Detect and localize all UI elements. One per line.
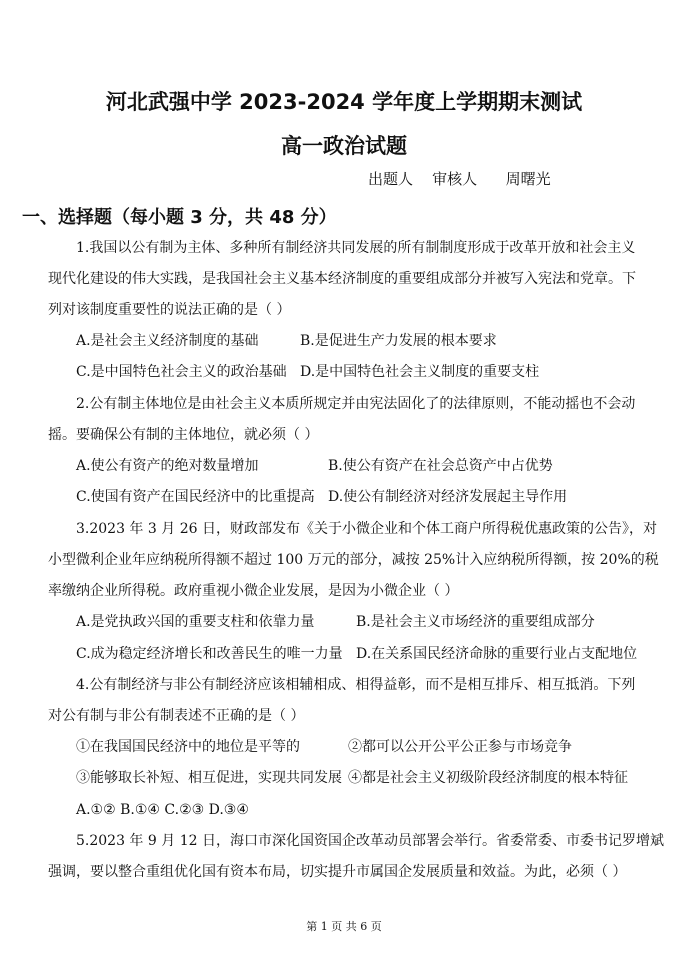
q3-option-b: B.是社会主义市场经济的重要组成部分 xyxy=(356,614,595,630)
q3-option-d: D.在关系国民经济命脉的重要行业占支配地位 xyxy=(356,646,638,662)
q3-option-c: C.成为稳定经济增长和改善民生的唯一力量 xyxy=(76,646,343,662)
page-number: 第 1 页 共 6 页 xyxy=(306,920,382,933)
q1-option-c: C.是中国特色社会主义的政治基础 xyxy=(76,364,287,380)
q3-text-line: 3.2023 年 3 月 26 日，财政部发布《关于小微企业和个体工商户所得税优惠政策的公告》，对 xyxy=(76,521,657,537)
q4-statement-1: ①在我国国民经济中的地位是平等的 xyxy=(76,739,300,755)
author-line: 出题人 审核人 周曙光 xyxy=(368,170,551,188)
q1-text-line: 列对该制度重要性的说法正确的是（ ） xyxy=(48,302,291,318)
q3-text-line: 小型微利企业年应纳税所得额不超过 100 万元的部分，减按 25%计入应纳税所得额，按 20%的税 xyxy=(48,552,659,568)
q1-option-b: B.是促进生产力发展的根本要求 xyxy=(300,333,497,349)
q4-statement-2: ②都可以公开公平公正参与市场竞争 xyxy=(348,739,572,755)
q3-text-line: 率缴纳企业所得税。政府重视小微企业发展，是因为小微企业（ ） xyxy=(48,583,459,599)
q1-option-a: A.是社会主义经济制度的基础 xyxy=(76,333,259,349)
q4-text-line: 对公有制与非公有制表述不正确的是（ ） xyxy=(48,708,305,724)
exam-title: 河北武强中学 2023-2024 学年度上学期期末测试 xyxy=(105,90,583,114)
q2-option-c: C.使国有资产在国民经济中的比重提高 xyxy=(76,489,315,505)
q4-text-line: 4.公有制经济与非公有制经济应该相辅相成、相得益彰，而不是相互排斥、相互抵消。下列 xyxy=(76,677,636,693)
q1-text-line: 1.我国以公有制为主体、多种所有制经济共同发展的所有制制度形成于改革开放和社会主义 xyxy=(76,240,636,256)
q4-statement-4: ④都是社会主义初级阶段经济制度的根本特征 xyxy=(348,770,628,786)
exam-subtitle: 高一政治试题 xyxy=(281,134,407,158)
q4-statement-3: ③能够取长补短、相互促进，实现共同发展 xyxy=(76,770,342,786)
q2-text-line: 2.公有制主体地位是由社会主义本质所规定并由宪法固化了的法律原则，不能动摇也不会动 xyxy=(76,396,636,412)
q1-option-d: D.是中国特色社会主义制度的重要支柱 xyxy=(300,364,540,380)
q5-text-line: 5.2023 年 9 月 12 日，海口市深化国资国企改革动员部署会举行。省委常委、市委书记罗增斌 xyxy=(76,833,664,849)
q1-text-line: 现代化建设的伟大实践，是我国社会主义基本经济制度的重要组成部分并被写入宪法和党章。下 xyxy=(48,271,636,287)
q2-option-a: A.使公有资产的绝对数量增加 xyxy=(76,458,259,474)
q5-text-line: 强调，要以整合重组优化国有资本布局，切实提升市属国企发展质量和效益。为此，必须（ ） xyxy=(48,864,627,880)
section-heading: 一、选择题（每小题 3 分，共 48 分） xyxy=(22,207,337,228)
q2-text-line: 摇。要确保公有制的主体地位，就必须（ ） xyxy=(48,427,319,443)
q2-option-d: D.使公有制经济对经济发展起主导作用 xyxy=(328,489,568,505)
q2-option-b: B.使公有资产在社会总资产中占优势 xyxy=(328,458,553,474)
q3-option-a: A.是党执政兴国的重要支柱和依靠力量 xyxy=(76,614,315,630)
q4-answer-options: A.①② B.①④ C.②③ D.③④ xyxy=(76,802,249,818)
